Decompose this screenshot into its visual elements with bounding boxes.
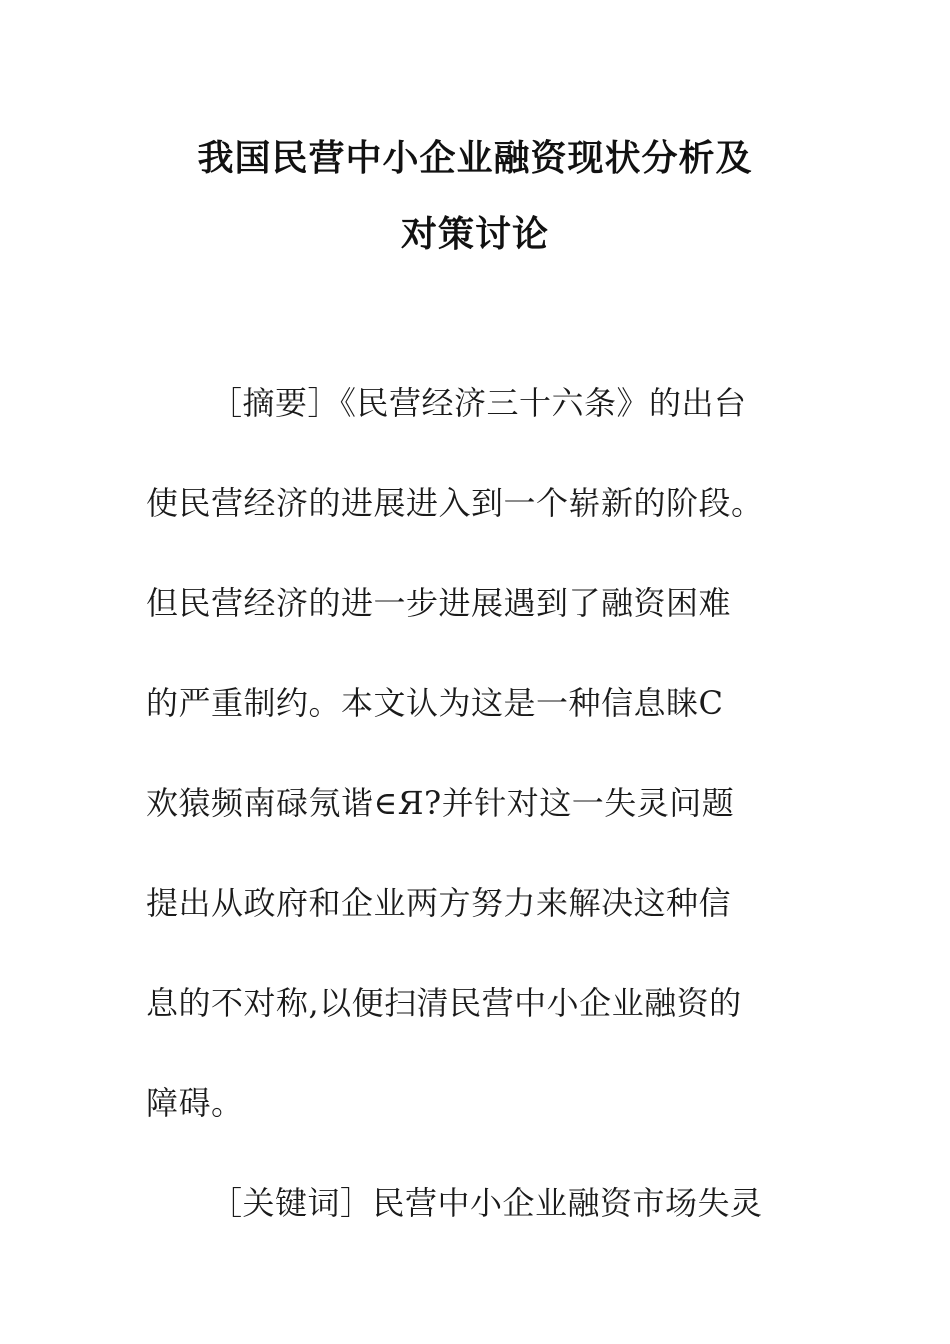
abstract-line-2: 使民营经济的进展进入到一个崭新的阶段。 bbox=[146, 484, 764, 522]
abstract-line-7: 息的不对称,以便扫清民营中小企业融资的 bbox=[146, 984, 742, 1022]
document-title-line-2: 对策讨论 bbox=[400, 214, 549, 255]
abstract-line-8: 障碍。 bbox=[146, 1084, 244, 1122]
abstract-line-6: 提出从政府和企业两方努力来解决这种信 bbox=[146, 884, 732, 922]
abstract-line-3: 但民营经济的进一步进展遇到了融资困难 bbox=[146, 584, 732, 622]
document-title-line-1: 我国民营中小企业融资现状分析及 bbox=[197, 138, 753, 179]
abstract-line-1: ［摘要］《民营经济三十六条》的出台 bbox=[210, 384, 747, 422]
abstract-line-5: 欢猿频南碌氖谐∈Я?并针对这一失灵问题 bbox=[146, 784, 735, 822]
keywords-line: ［关键词］民营中小企业融资市场失灵 bbox=[210, 1184, 763, 1222]
abstract-line-4: 的严重制约。本文认为这是一种信息睐C bbox=[146, 684, 724, 722]
